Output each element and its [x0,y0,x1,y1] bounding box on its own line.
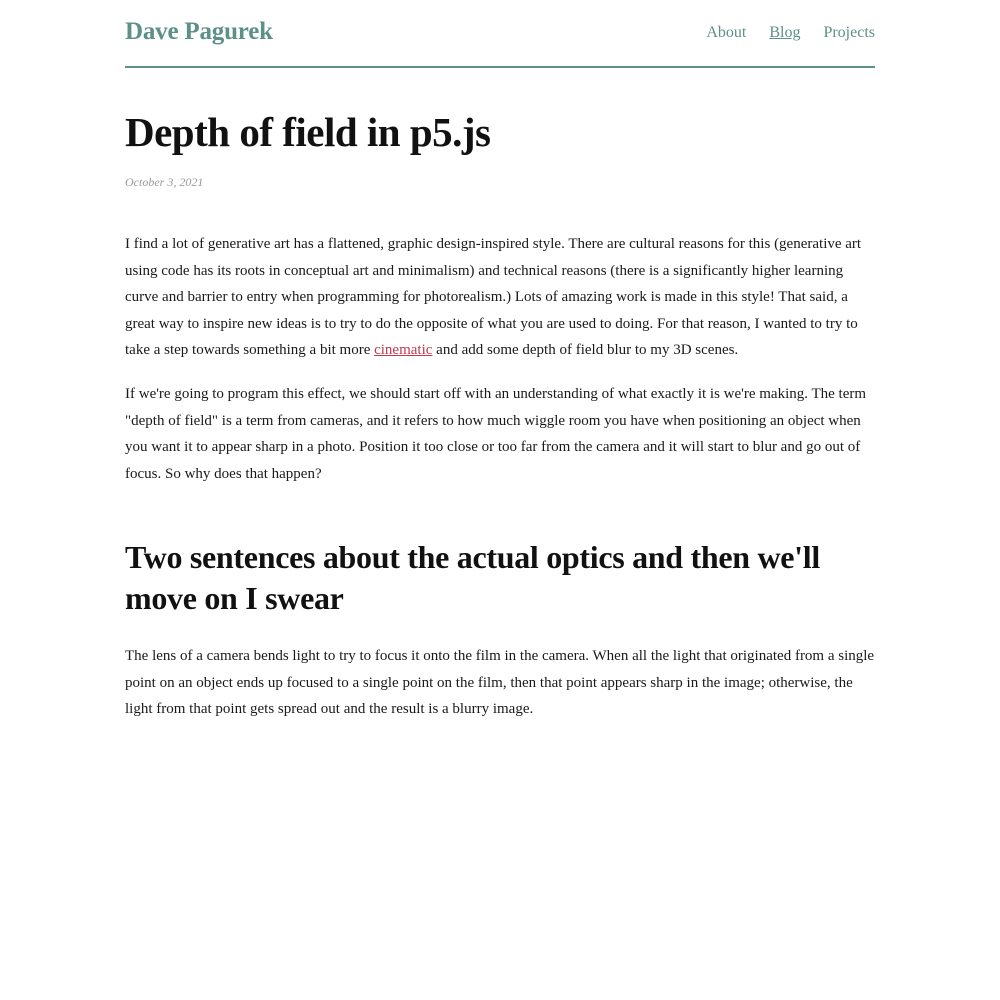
depth-of-field-paragraph: If we're going to program this effect, we should start off with an understanding of what exactly it is we're making. The term "depth of field" is a term from cameras, and it refers to how much wiggle room you have when positioning an object when you want it to appear sharp in a photo. Position it too close or too far from the camera and it will start to blur and go out of focus. So why does that happen? [125,386,867,482]
intro-text-start: I find a lot of generative art has a flattened, graphic design-inspired style. There are cultural reasons for this (generative art using code has its roots in conceptual art and minimalism) and technical reasons (there is a significantly higher learning curve and barrier to entry when programming for photorealism.) Lots of amazing work is made in this style! That said, a great way to inspire new ideas is to try to do the opposite of what you are used to doing. For that reason, I wanted to try to take a step towards something a bit more [125,236,862,358]
site-title-link[interactable]: Dave Pagurek [125,18,273,45]
optics-heading: Two sentences about the actual optics and then we'll move on I swear [125,539,820,616]
nav-projects[interactable]: Projects [823,24,875,41]
cinematic-link[interactable]: cinematic [374,342,433,358]
site-header [125,0,875,68]
main-nav [687,24,875,42]
intro-text-end: and add some depth of field blur to my 3D scenes. [432,342,739,358]
optics-paragraph: The lens of a camera bends light to try to focus it onto the film in the camera. When all the light that originated from a single point on an object ends up focused to a single point on the film, then that point appears sharp in the image; otherwise, the light from that point gets spread out and the result is a blurry image. [125,648,875,717]
post-date: October 3, 2021 [125,175,204,189]
nav-about[interactable]: About [706,24,747,41]
intro-paragraph [125,231,875,364]
nav-blog[interactable]: Blog [769,24,801,41]
post-title: Depth of field in p5.js [125,109,491,155]
page-container [125,0,875,717]
